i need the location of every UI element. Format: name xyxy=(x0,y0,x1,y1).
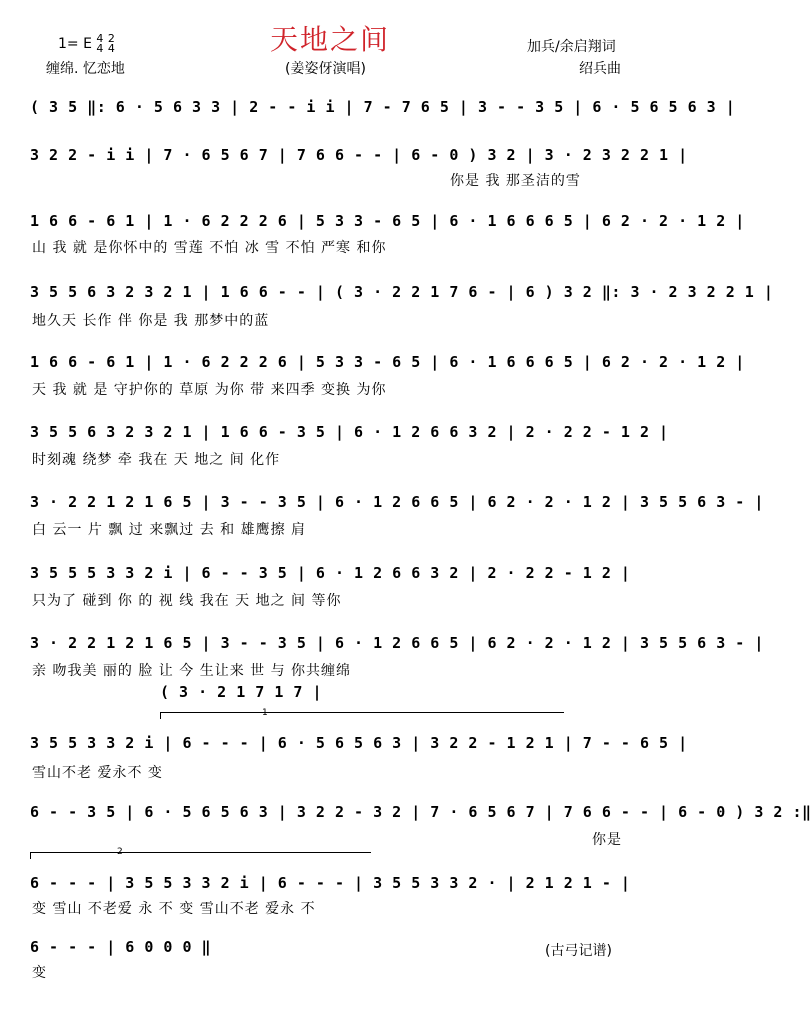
score-row-9-notes: 3 · 2 2 1 2 1 6 5 | 3 - - 3 5 | 6 · 1 2 6 6 5 | 6 2 · 2 · 1 2 | 3 5 5 6 3 - | xyxy=(30,634,764,652)
score-row-8-notes: 3 5 5 5 3 3 2 i | 6 - - 3 5 | 6 · 1 2 6 6 3 2 | 2 · 2 2 - 1 2 | xyxy=(30,564,631,582)
score-row-14-notes: 6 - - - | 6 0 0 0 ‖ xyxy=(30,938,212,956)
first-ending-bracket xyxy=(160,712,564,719)
score-row-11-notes: 3 5 5 3 3 2 i | 6 - - - | 6 · 5 6 5 6 3 | 3 2 2 - 1 2 1 | 7 - - 6 5 | xyxy=(30,734,688,752)
score-row-6-notes: 3 5 5 6 3 2 3 2 1 | 1 6 6 - 3 5 | 6 · 1 2 6 6 3 2 | 2 · 2 2 - 1 2 | xyxy=(30,423,669,441)
score-row-12-notes: 6 - - 3 5 | 6 · 5 6 5 6 3 | 3 2 2 - 3 2 | 7 · 6 5 6 7 | 7 6 6 - - | 6 - 0 ) 3 2 :‖ xyxy=(30,803,812,821)
score-row-8-lyrics: 只为了 碰到 你 的 视 线 我在 天 地之 间 等你 xyxy=(32,593,342,609)
performer: (姜姿伢演唱) xyxy=(285,61,366,77)
time-signature-b: 2 4 xyxy=(107,32,115,55)
score-row-3-notes: 1 6 6 - 6 1 | 1 · 6 2 2 2 6 | 5 3 3 - 6 5 | 6 · 1 6 6 6 5 | 6 2 · 2 · 1 2 | xyxy=(30,212,745,230)
score-row-7-lyrics: 白 云一 片 飘 过 来飘过 去 和 雄鹰擦 肩 xyxy=(32,522,307,538)
lyricist: 加兵/余启翔词 xyxy=(527,39,616,55)
second-ending-number: 2 xyxy=(117,847,123,857)
score-row-3-lyrics: 山 我 就 是你怀中的 雪莲 不怕 冰 雪 不怕 严寒 和你 xyxy=(32,240,387,256)
composer: 绍兵曲 xyxy=(579,61,621,77)
score-row-13-notes: 6 - - - | 3 5 5 3 3 2 i | 6 - - - | 3 5 5 3 3 2 · | 2 1 2 1 - | xyxy=(30,874,631,892)
score-row-1-notes: ( 3 5 ‖: 6 · 5 6 3 3 | 2 - - i i | 7 - 7 6 5 | 3 - - 3 5 | 6 · 5 6 5 6 3 | xyxy=(30,98,736,116)
score-row-2-notes: 3 2 2 - i i | 7 · 6 5 6 7 | 7 6 6 - - | 6 - 0 ) 3 2 | 3 · 2 3 2 2 1 | xyxy=(30,146,688,164)
transcriber-credit: (古弓记谱) xyxy=(545,943,612,959)
first-ending-number: 1 xyxy=(262,708,268,718)
performance-style: 缠绵. 忆恋地 xyxy=(46,61,125,77)
score-row-14-lyrics: 变 xyxy=(32,965,47,981)
score-row-4-lyrics: 地久天 长作 伴 你是 我 那梦中的蓝 xyxy=(32,313,270,329)
key-signature-group xyxy=(58,34,115,54)
score-row-5-notes: 1 6 6 - 6 1 | 1 · 6 2 2 2 6 | 5 3 3 - 6 5 | 6 · 1 6 6 6 5 | 6 2 · 2 · 1 2 | xyxy=(30,353,745,371)
score-row-4-notes: 3 5 5 6 3 2 3 2 1 | 1 6 6 - - | ( 3 · 2 2 1 7 6 - | 6 ) 3 2 ‖: 3 · 2 3 2 2 1 | xyxy=(30,283,774,301)
score-row-9-lyrics: 亲 吻我美 丽的 脸 让 今 生让来 世 与 你共缠绵 xyxy=(32,663,352,679)
score-row-7-notes: 3 · 2 2 1 2 1 6 5 | 3 - - 3 5 | 6 · 1 2 6 6 5 | 6 2 · 2 · 1 2 | 3 5 5 6 3 - | xyxy=(30,493,764,511)
score-row-12-lyrics: 你是 xyxy=(592,832,622,848)
key-signature: 1= E xyxy=(58,36,92,52)
score-row-5-lyrics: 天 我 就 是 守护你的 草原 为你 带 来四季 变换 为你 xyxy=(32,382,387,398)
score-row-6-lyrics: 时刻魂 绕梦 牵 我在 天 地之 间 化作 xyxy=(32,452,281,468)
score-row-2-lyrics: 你是 我 那圣洁的雪 xyxy=(450,173,581,189)
time-signature-a: 4 4 xyxy=(96,32,104,55)
song-title: 天地之间 xyxy=(270,23,391,56)
second-ending-bracket xyxy=(30,852,371,859)
score-row-13-lyrics: 变 雪山 不老爱 永 不 变 雪山不老 爱永 不 xyxy=(32,901,316,917)
score-row-11-lyrics: 雪山不老 爱永不 变 xyxy=(32,765,163,781)
score-row-10-notes: ( 3 · 2 1 7 1 7 | xyxy=(160,683,323,701)
